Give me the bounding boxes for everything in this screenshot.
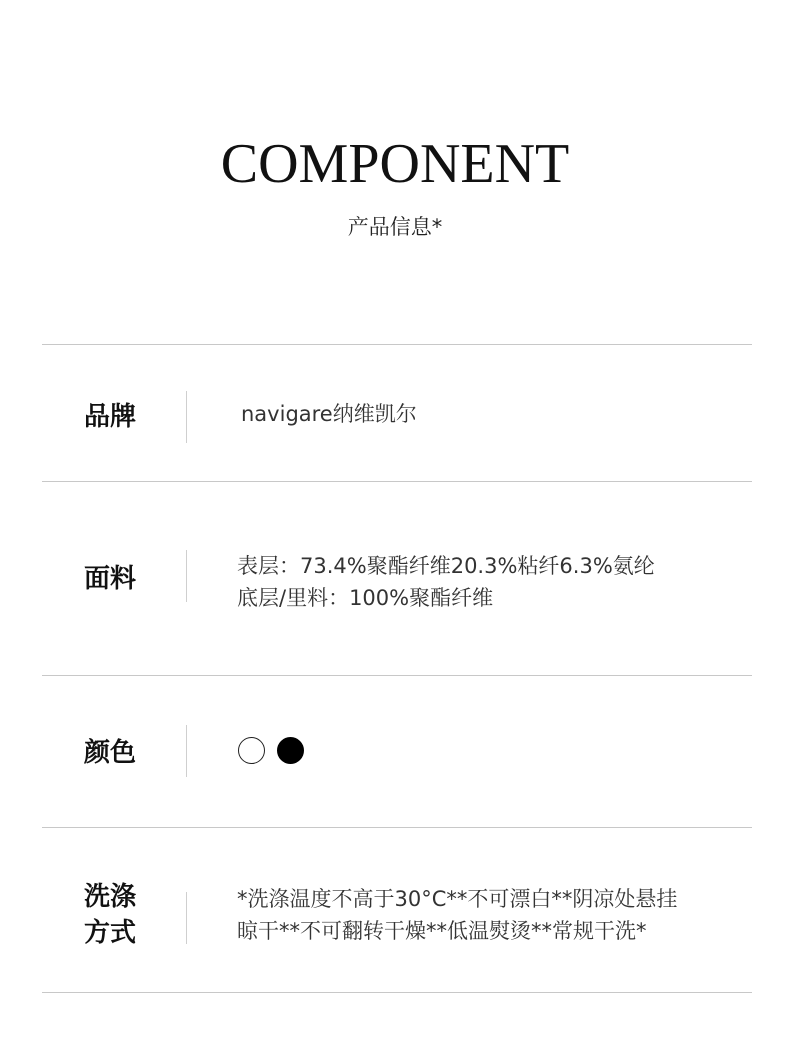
- washing-line-2: 晾干**不可翻转干燥**低温熨烫**常规干洗*: [237, 919, 647, 943]
- fabric-label: 面料: [84, 564, 137, 594]
- brand-label: 品牌: [84, 402, 137, 432]
- fabric-line-lining: 底层/里料：100%聚酯纤维: [237, 586, 494, 610]
- divider-bottom: [42, 992, 752, 993]
- fabric-line-outer: 表层：73.4%聚酯纤维20.3%粘纤6.3%氨纶: [237, 554, 655, 578]
- washing-label: [84, 879, 164, 951]
- washing-label-line-2: 方式: [84, 918, 137, 948]
- washing-separator: [186, 892, 187, 944]
- divider-top: [42, 344, 752, 345]
- fabric-separator: [186, 550, 187, 602]
- page-title: COMPONENT: [220, 133, 570, 195]
- color-label: 颜色: [84, 738, 137, 768]
- divider-fabric-color: [42, 675, 752, 676]
- fabric-value: [237, 550, 752, 614]
- brand-separator: [186, 391, 187, 443]
- washing-line-1: *洗涤温度不高于30°C**不可漂白**阴凉处悬挂: [237, 887, 678, 911]
- black-swatch[interactable]: [277, 737, 304, 764]
- color-separator: [186, 725, 187, 777]
- page-subtitle: 产品信息*: [347, 215, 443, 239]
- divider-brand-fabric: [42, 481, 752, 482]
- divider-color-washing: [42, 827, 752, 828]
- white-swatch[interactable]: [238, 737, 265, 764]
- washing-label-line-1: 洗涤: [84, 882, 137, 912]
- brand-value: navigare纳维凯尔: [241, 402, 417, 426]
- washing-value: [237, 883, 752, 947]
